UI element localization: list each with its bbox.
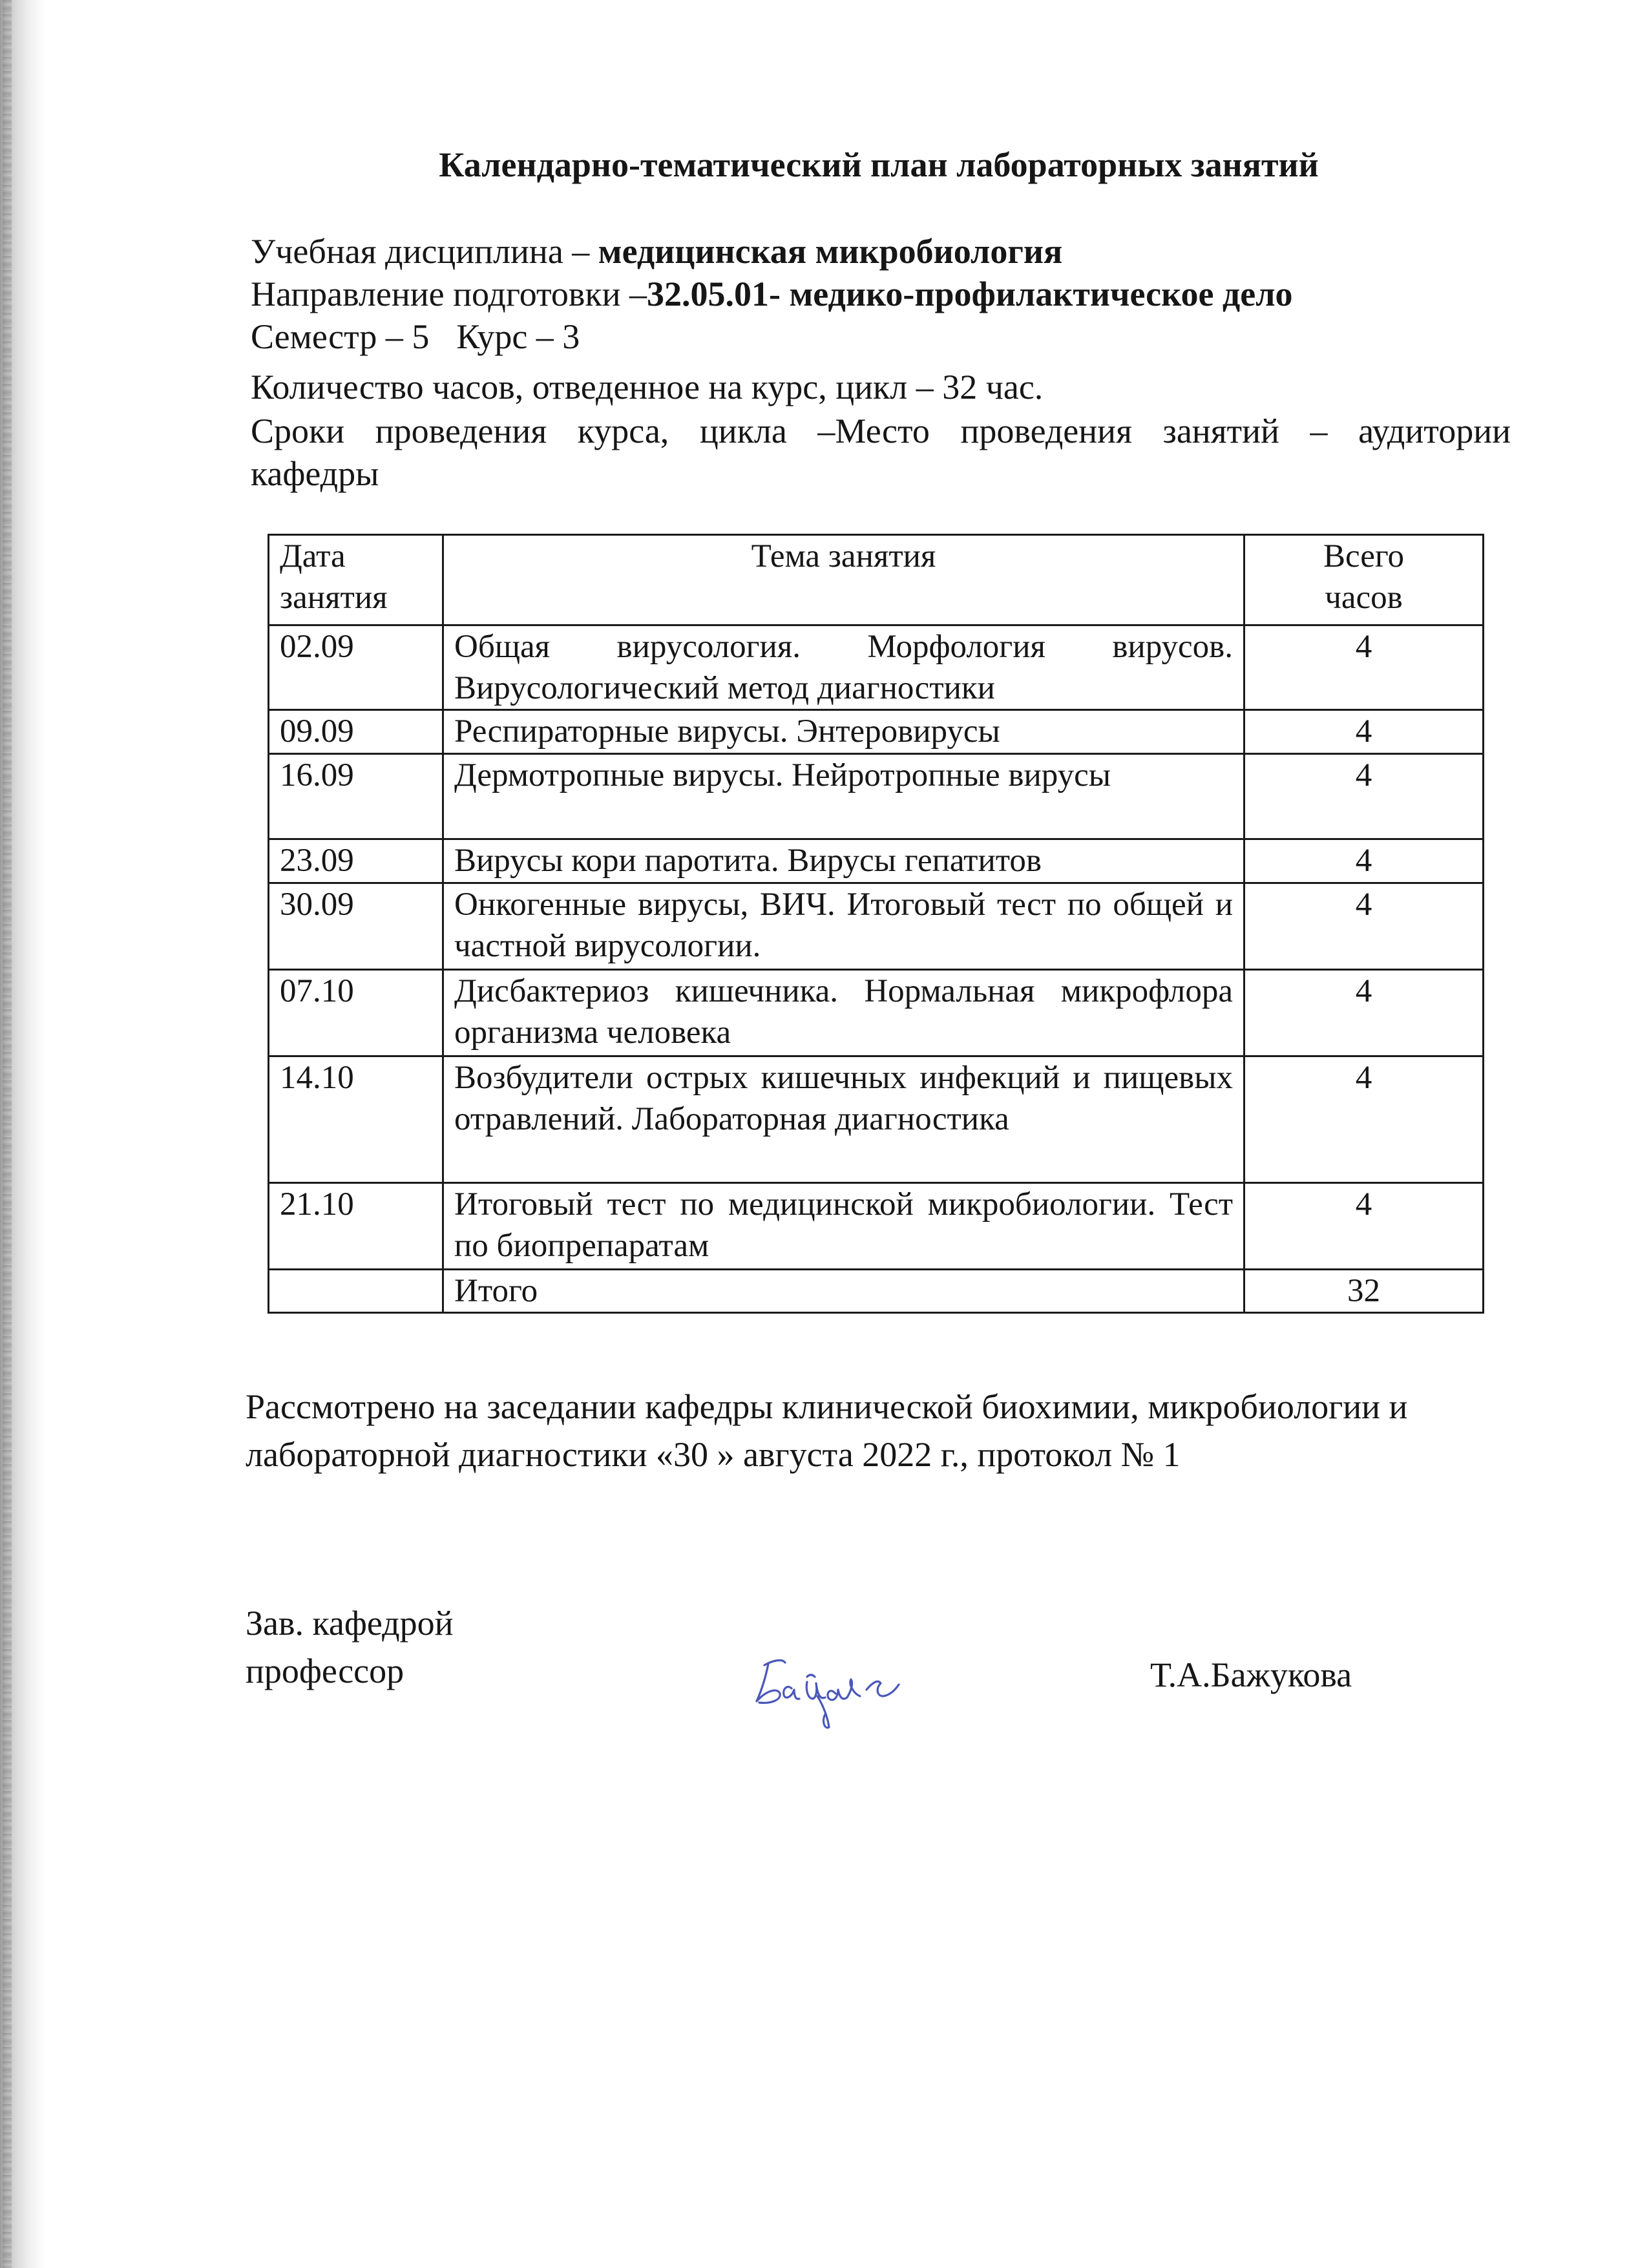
- row-hours: 4: [1245, 754, 1484, 839]
- row-date: 23.09: [269, 839, 443, 883]
- table-row: [269, 625, 1484, 710]
- row-date: 09.09: [269, 710, 443, 754]
- signer-name: Т.А.Бажукова: [1150, 1655, 1352, 1694]
- row-date: 02.09: [269, 625, 443, 710]
- page-title: Календарно-тематический план лабораторных занятий: [439, 145, 1319, 184]
- row-topic: Дермотропные вирусы. Нейротропные вирусы: [443, 754, 1245, 839]
- scan-edge-shadow: [0, 0, 45, 2268]
- row-hours: 4: [1245, 710, 1484, 754]
- row-hours: 4: [1245, 1056, 1484, 1183]
- table-header-row: [269, 535, 1484, 625]
- row-date: 14.10: [269, 1056, 443, 1183]
- signer-position-line2: профессор: [246, 1652, 404, 1690]
- handwritten-signature: [740, 1651, 934, 1735]
- table-total-row: [269, 1270, 1484, 1313]
- row-topic: Респираторные вирусы. Энтеровирусы: [443, 710, 1245, 754]
- table-row: [269, 754, 1484, 839]
- direction-value: 32.05.01- медико-профилактическое дело: [647, 275, 1293, 313]
- row-topic: Дисбактериоз кишечника. Нормальная микрофлора организма человека: [443, 970, 1245, 1056]
- header-topic: Тема занятия: [443, 535, 1245, 625]
- row-hours: 4: [1245, 625, 1484, 710]
- table-row: [269, 970, 1484, 1056]
- table-row: [269, 839, 1484, 883]
- row-hours: 4: [1245, 1183, 1484, 1270]
- row-hours: 4: [1245, 839, 1484, 883]
- total-label: Итого: [443, 1270, 1245, 1313]
- row-date: 07.10: [269, 970, 443, 1056]
- row-topic: Вирусы кори паротита. Вирусы гепатитов: [443, 839, 1245, 883]
- row-topic: Возбудители острых кишечных инфекций и пищевых отравлений. Лабораторная диагностика: [443, 1056, 1245, 1183]
- course-text: Курс – 3: [456, 317, 580, 356]
- discipline-line: [251, 230, 1511, 273]
- table-row: [269, 883, 1484, 970]
- header-date: Дата занятия: [269, 535, 443, 625]
- semester-text: Семестр – 5: [251, 317, 430, 356]
- row-topic: Онкогенные вирусы, ВИЧ. Итоговый тест по общей и частной вирусологии.: [443, 883, 1245, 970]
- row-hours: 4: [1245, 970, 1484, 1056]
- table-row: [269, 1183, 1484, 1270]
- discipline-value: медицинская микробиология: [598, 232, 1063, 271]
- row-topic: Общая вирусология. Морфология вирусов. Вирусологический метод диагностики: [443, 625, 1245, 710]
- table-row: [269, 710, 1484, 754]
- row-topic: Итоговый тест по медицинской микробиологии. Тест по биопрепаратам: [443, 1183, 1245, 1270]
- signer-position-line1: Зав. кафедрой: [246, 1604, 454, 1643]
- direction-label: Направление подготовки –: [251, 275, 647, 313]
- semester-course-line: [251, 315, 1511, 358]
- table-row: [269, 1056, 1484, 1183]
- row-date: 30.09: [269, 883, 443, 970]
- terms-line-continued: кафедры: [251, 454, 379, 493]
- total-hours: 32: [1245, 1270, 1484, 1313]
- row-date: 16.09: [269, 754, 443, 839]
- row-hours: 4: [1245, 883, 1484, 970]
- hours-line: Количество часов, отведенное на курс, цикл – 32 час.: [251, 368, 1044, 406]
- terms-line: Сроки проведения курса, цикла –Место проведения занятий – аудитории: [251, 412, 1511, 450]
- signer-position: [246, 1599, 454, 1695]
- discipline-label: Учебная дисциплина –: [251, 232, 598, 271]
- direction-line: [251, 273, 1511, 315]
- lessons-table: [268, 534, 1484, 1314]
- header-hours: Всего часов: [1245, 535, 1484, 625]
- approval-note: Рассмотрено на заседании кафедры клинической биохимии, микробиологии и лабораторной диагностики «30 » августа 2022 г., протокол № 1: [246, 1387, 1408, 1474]
- total-date-empty: [269, 1270, 443, 1313]
- row-date: 21.10: [269, 1183, 443, 1270]
